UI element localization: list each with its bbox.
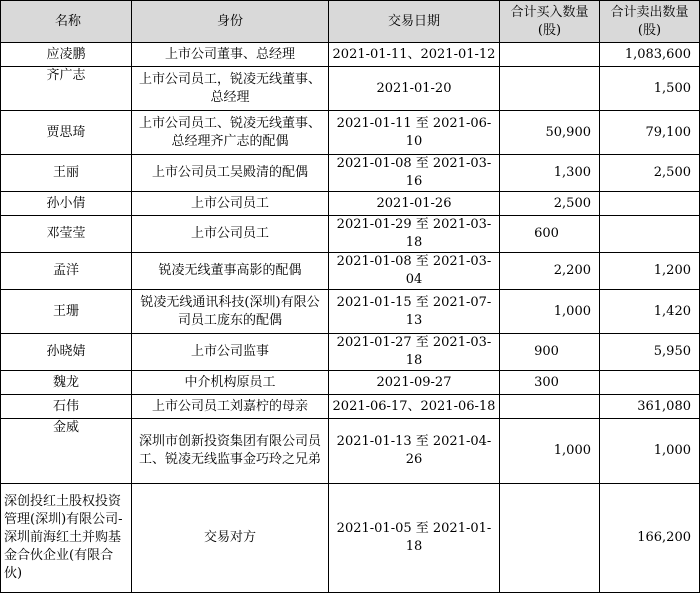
- table-row: [1, 395, 700, 419]
- cell-name: 金威: [1, 419, 132, 484]
- cell-identity: 上市公司员工，锐凌无线董事、总经理: [132, 67, 329, 111]
- cell-identity: 上市公司员工吴殿清的配偶: [132, 155, 329, 192]
- cell-buy: 900: [500, 334, 600, 371]
- cell-date: 2021-01-11 至 2021-06-10: [329, 111, 500, 155]
- cell-identity: 上市公司员工刘嘉柠的母亲: [132, 395, 329, 419]
- header-sell-line1: 合计卖出数量: [610, 4, 689, 20]
- cell-identity: 锐凌无线董事高影的配偶: [132, 253, 329, 290]
- cell-identity: 中介机构原员工: [132, 371, 329, 395]
- cell-buy: 1,300: [500, 155, 600, 192]
- cell-sell: 5,950: [600, 334, 700, 371]
- cell-name: 王珊: [1, 290, 132, 334]
- cell-date: 2021-01-08 至 2021-03-16: [329, 155, 500, 192]
- cell-sell: 1,500: [600, 67, 700, 111]
- cell-buy: 300: [500, 371, 600, 395]
- cell-date: 2021-01-08 至 2021-03-04: [329, 253, 500, 290]
- table-row: [1, 419, 700, 484]
- cell-identity: 上市公司董事、总经理: [132, 43, 329, 67]
- table-row: [1, 67, 700, 111]
- cell-name: 魏龙: [1, 371, 132, 395]
- table-row: [1, 216, 700, 253]
- table-row: [1, 253, 700, 290]
- cell-date: 2021-01-29 至 2021-03-18: [329, 216, 500, 253]
- cell-buy: 2,200: [500, 253, 600, 290]
- cell-name: 孟洋: [1, 253, 132, 290]
- cell-sell: 2,500: [600, 155, 700, 192]
- cell-date: 2021-01-26: [329, 192, 500, 216]
- cell-buy: 2,500: [500, 192, 600, 216]
- cell-date: 2021-01-11、2021-01-12: [329, 43, 500, 67]
- header-date: 交易日期: [329, 1, 500, 43]
- cell-date: 2021-01-20: [329, 67, 500, 111]
- cell-name: 应凌鹏: [1, 43, 132, 67]
- table-row: [1, 111, 700, 155]
- table-row: [1, 484, 700, 593]
- cell-identity: 锐凌无线通讯科技(深圳)有限公司员工庞东的配偶: [132, 290, 329, 334]
- cell-date: 2021-06-17、2021-06-18: [329, 395, 500, 419]
- cell-identity: 上市公司员工、锐凌无线董事、总经理齐广志的配偶: [132, 111, 329, 155]
- cell-identity: 上市公司员工: [132, 216, 329, 253]
- cell-identity: 上市公司员工: [132, 192, 329, 216]
- header-sell-line2: (股): [637, 22, 662, 38]
- cell-name: 王丽: [1, 155, 132, 192]
- cell-sell: 1,000: [600, 419, 700, 484]
- cell-date: 2021-01-15 至 2021-07-13: [329, 290, 500, 334]
- header-identity: 身份: [132, 1, 329, 43]
- header-buy-line1: 合计买入数量: [510, 4, 589, 20]
- cell-buy: 600: [500, 216, 600, 253]
- cell-name: 齐广志: [1, 67, 132, 111]
- cell-sell: 166,200: [600, 484, 700, 593]
- cell-identity: 交易对方: [132, 484, 329, 593]
- table-row: [1, 43, 700, 67]
- cell-date: 2021-01-27 至 2021-03-18: [329, 334, 500, 371]
- cell-buy: [500, 43, 600, 67]
- header-sell-quantity: [600, 1, 700, 43]
- cell-buy: [500, 484, 600, 593]
- cell-name: 邓莹莹: [1, 216, 132, 253]
- table-row: [1, 371, 700, 395]
- table-row: [1, 155, 700, 192]
- cell-sell: [600, 216, 700, 253]
- header-name: 名称: [1, 1, 132, 43]
- cell-buy: 50,900: [500, 111, 600, 155]
- cell-name: 孙小倩: [1, 192, 132, 216]
- cell-sell: 1,420: [600, 290, 700, 334]
- cell-sell: 1,200: [600, 253, 700, 290]
- cell-name: 深创投红土股权投资管理(深圳)有限公司-深圳前海红土并购基金合伙企业(有限合伙): [1, 484, 132, 593]
- cell-identity: 上市公司监事: [132, 334, 329, 371]
- cell-buy: [500, 67, 600, 111]
- table-row: [1, 192, 700, 216]
- table-header-row: [1, 1, 700, 43]
- cell-identity: 深圳市创新投资集团有限公司员工、锐凌无线监事金巧玲之兄弟: [132, 419, 329, 484]
- header-buy-line2: (股): [537, 22, 562, 38]
- cell-buy: 1,000: [500, 290, 600, 334]
- cell-sell: 1,083,600: [600, 43, 700, 67]
- cell-name: 石伟: [1, 395, 132, 419]
- cell-buy: 1,000: [500, 419, 600, 484]
- table-row: [1, 290, 700, 334]
- cell-sell: 79,100: [600, 111, 700, 155]
- cell-buy: [500, 395, 600, 419]
- cell-name: 贾思琦: [1, 111, 132, 155]
- cell-sell: [600, 192, 700, 216]
- cell-date: 2021-01-13 至 2021-04-26: [329, 419, 500, 484]
- cell-sell: [600, 371, 700, 395]
- cell-sell: 361,080: [600, 395, 700, 419]
- cell-name: 孙晓婧: [1, 334, 132, 371]
- cell-date: 2021-01-05 至 2021-01-18: [329, 484, 500, 593]
- header-buy-quantity: [500, 1, 600, 43]
- table-row: [1, 334, 700, 371]
- cell-date: 2021-09-27: [329, 371, 500, 395]
